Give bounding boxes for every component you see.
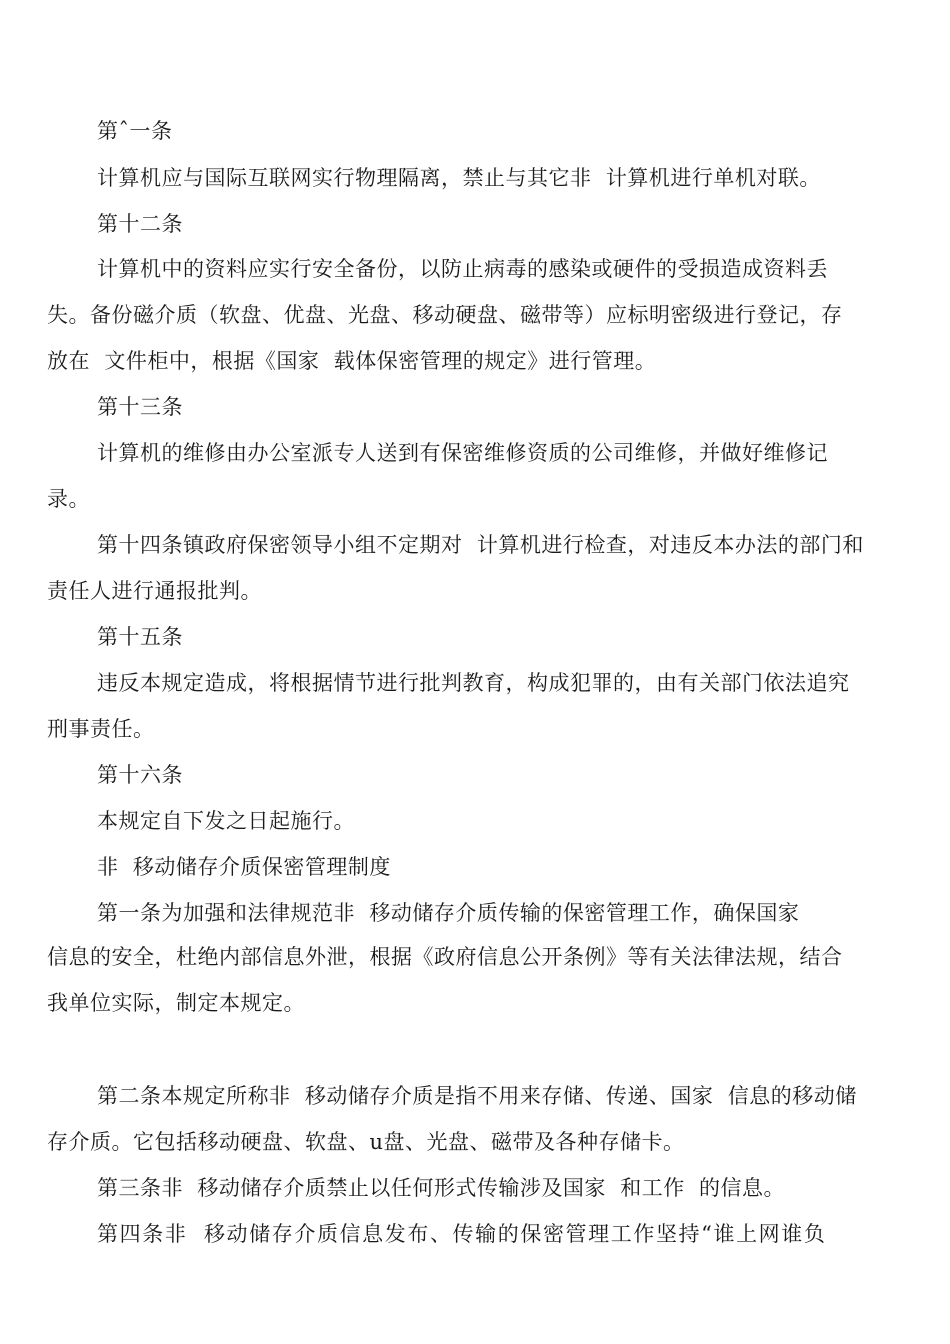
- article-16-heading: 第十六条: [97, 763, 183, 787]
- article-15-text-line-2: 刑事责任。: [47, 717, 155, 741]
- section-title: 非 移动储存介质保密管理制度: [97, 855, 391, 879]
- section-article-2-line-2: 存介质。它包括移动硬盘、软盘、u盘、光盘、磁带及各种存储卡。: [47, 1130, 685, 1154]
- article-15-text-line-1: 违反本规定造成，将根据情节进行批判教育，构成犯罪的，由有关部门依法追究: [97, 671, 850, 695]
- article-15-heading: 第十五条: [97, 625, 183, 649]
- section-article-1-line-2: 信息的安全，杜绝内部信息外泄，根据《政府信息公开条例》等有关法律法规，结合: [47, 945, 843, 969]
- section-article-1-line-1: 第一条为加强和法律规范非 移动储存介质传输的保密管理工作，确保国家: [97, 901, 800, 925]
- article-12-text-line-3: 放在 文件柜中，根据《国家 载体保密管理的规定》进行管理。: [47, 349, 657, 373]
- article-11-heading: 第ˆ一条: [97, 119, 173, 143]
- article-14-text-line-2: 责任人进行通报批判。: [47, 579, 262, 603]
- article-12-text-line-1: 计算机中的资料应实行安全备份，以防止病毒的感染或硬件的受损造成资料丢: [97, 257, 828, 281]
- section-article-4-line-1: 第四条非 移动储存介质信息发布、传输的保密管理工作坚持“谁上网谁负: [97, 1222, 827, 1246]
- section-article-2-line-1: 第二条本规定所称非 移动储存介质是指不用来存储、传递、国家 信息的移动储: [97, 1084, 857, 1108]
- article-16-text: 本规定自下发之日起施行。: [97, 809, 355, 833]
- article-11-text: 计算机应与国际互联网实行物理隔离，禁止与其它非 计算机进行单机对联。: [97, 166, 821, 190]
- section-article-1-line-3: 我单位实际，制定本规定。: [47, 991, 305, 1015]
- article-14-text-line-1: 第十四条镇政府保密领导小组不定期对 计算机进行检查，对违反本办法的部门和: [97, 533, 864, 557]
- article-13-heading: 第十三条: [97, 395, 183, 419]
- article-12-heading: 第十二条: [97, 212, 183, 236]
- article-12-text-line-2: 失。备份磁介质（软盘、优盘、光盘、移动硬盘、磁带等）应标明密级进行登记，存: [47, 303, 843, 327]
- section-article-3: 第三条非 移动储存介质禁止以任何形式传输涉及国家 和工作 的信息。: [97, 1176, 786, 1200]
- article-13-text-line-1: 计算机的维修由办公室派专人送到有保密维修资质的公司维修，并做好维修记: [97, 441, 828, 465]
- article-13-text-line-2: 录。: [47, 487, 90, 511]
